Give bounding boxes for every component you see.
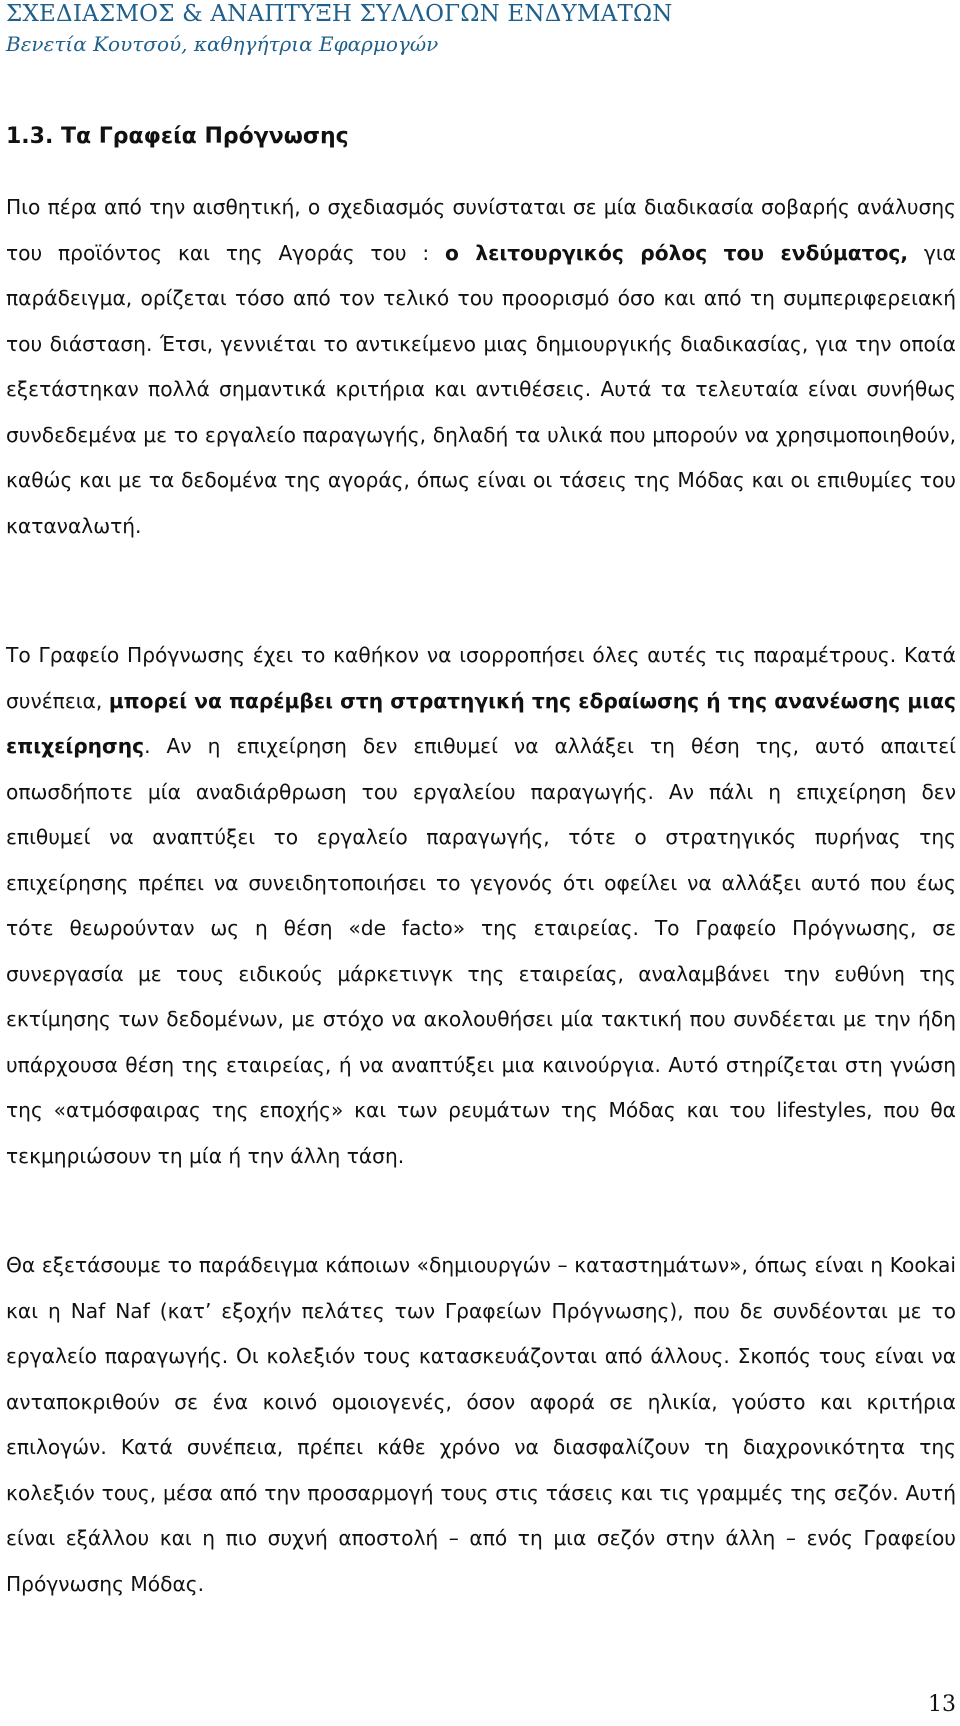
paragraph-1-emphasis: ο λειτουργικός ρόλος του ενδύματος, [445, 240, 909, 265]
paragraph-1-text-b: για παράδειγμα, ορίζεται τόσο από τον τελικό του προορισμό όσο και από τη συμπεριφερειακή του διάσταση. Έτσι, γεννιέται το αντικείμενο μιας δημιουργικής διαδικασίας, για την οποία εξετάστηκαν πολλά σημαντικά κριτήρια και αντιθέσεις. Αυτά τα τελευταία είναι συνήθως συνδεδεμένα με το εργαλείο παραγωγής, δηλαδή τα υλικά που μπορούν να χρησιμοποιηθούν, καθώς και με τα δεδομένα της αγοράς, όπως είναι οι τάσεις της Μόδας και οι επιθυμίες του καταναλωτή. [6, 240, 956, 538]
paragraph-3 [6, 1243, 956, 1607]
paragraph-1 [6, 185, 956, 549]
paragraph-2 [6, 633, 956, 1179]
document-header [6, 0, 673, 59]
section-heading: 1.3. Τα Γραφεία Πρόγνωσης [6, 124, 349, 149]
paragraph-3-text: Θα εξετάσουμε το παράδειγμα κάποιων «δημιουργών – καταστημάτων», όπως είναι η Kookai και η Naf Naf (κατ’ εξοχήν πελάτες των Γραφείων Πρόγνωσης), που δε συνδέονται με το εργαλείο παραγωγής. Οι κολεξιόν τους κατασκευάζονται από άλλους. Σκοπός τους είναι να ανταποκριθούν σε ένα κοινό ομοιογενές, όσον αφορά σε ηλικία, γούστο και κριτήρια επιλογών. Κατά συνέπεια, πρέπει κάθε χρόνο να διασφαλίζουν τη διαχρονικότητα της κολεξιόν τους, μέσα από την προσαρμογή τους στις τάσεις και τις γραμμές της σεζόν. Αυτή είναι εξάλλου και η πιο συχνή αποστολή – από τη μια σεζόν στην άλλη – ενός Γραφείου Πρόγνωσης Μόδας. [6, 1253, 956, 1596]
paragraph-2-text-b: . Αν η επιχείρηση δεν επιθυμεί να αλλάξει τη θέση της, αυτό απαιτεί οπωσδήποτε μία αναδιάρθρωση του εργαλείου παραγωγής. Αν πάλι η επιχείρηση δεν επιθυμεί να αναπτύξει το εργαλείο παραγωγής, τότε ο στρατηγικός πυρήνας της επιχείρησης πρέπει να συνειδητοποιήσει το γεγονός ότι οφείλει να αλλάξει αυτό που έως τότε θεωρούνταν ως η θέση «de facto» της εταιρείας. Το Γραφείο Πρόγνωσης, σε συνεργασία με τους ειδικούς μάρκετινγκ της εταιρείας, αναλαμβάνει την ευθύνη της εκτίμησης των δεδομένων, με στόχο να ακολουθήσει μία τακτική που συνδέεται με την ήδη υπάρχουσα θέση της εταιρείας, ή να αναπτύξει μια καινούργια. Αυτό στηρίζεται στη γνώση της «ατμόσφαιρας της εποχής» και των ρευμάτων της Μόδας και του lifestyles, που θα τεκμηριώσουν τη μία ή την άλλη τάση. [6, 734, 956, 1168]
page-number: 13 [928, 1692, 956, 1717]
document-author: Βενετία Κουτσού, καθηγήτρια Εφαρμογών [6, 32, 439, 56]
document-title: ΣΧΕΔΙΑΣΜΟΣ & ΑΝΑΠΤΥΞΗ ΣΥΛΛΟΓΩΝ ΕΝΔΥΜΑΤΩΝ [6, 1, 673, 27]
paragraph-2-text-a: Το Γραφείο Πρόγνωσης έχει το καθήκον να ισορροπήσει όλες αυτές τις παραμέτρους. Κατά συνέπεια, [6, 643, 956, 713]
paragraph-2-emphasis: μπορεί να παρέμβει στη στρατηγική της εδραίωσης ή της ανανέωσης μιας επιχείρησης [6, 688, 956, 758]
paragraph-1-text-a: Πιο πέρα από την αισθητική, ο σχεδιασμός συνίσταται σε μία διαδικασία σοβαρής ανάλυσης του προϊόντος και της Αγοράς του : [6, 195, 956, 265]
